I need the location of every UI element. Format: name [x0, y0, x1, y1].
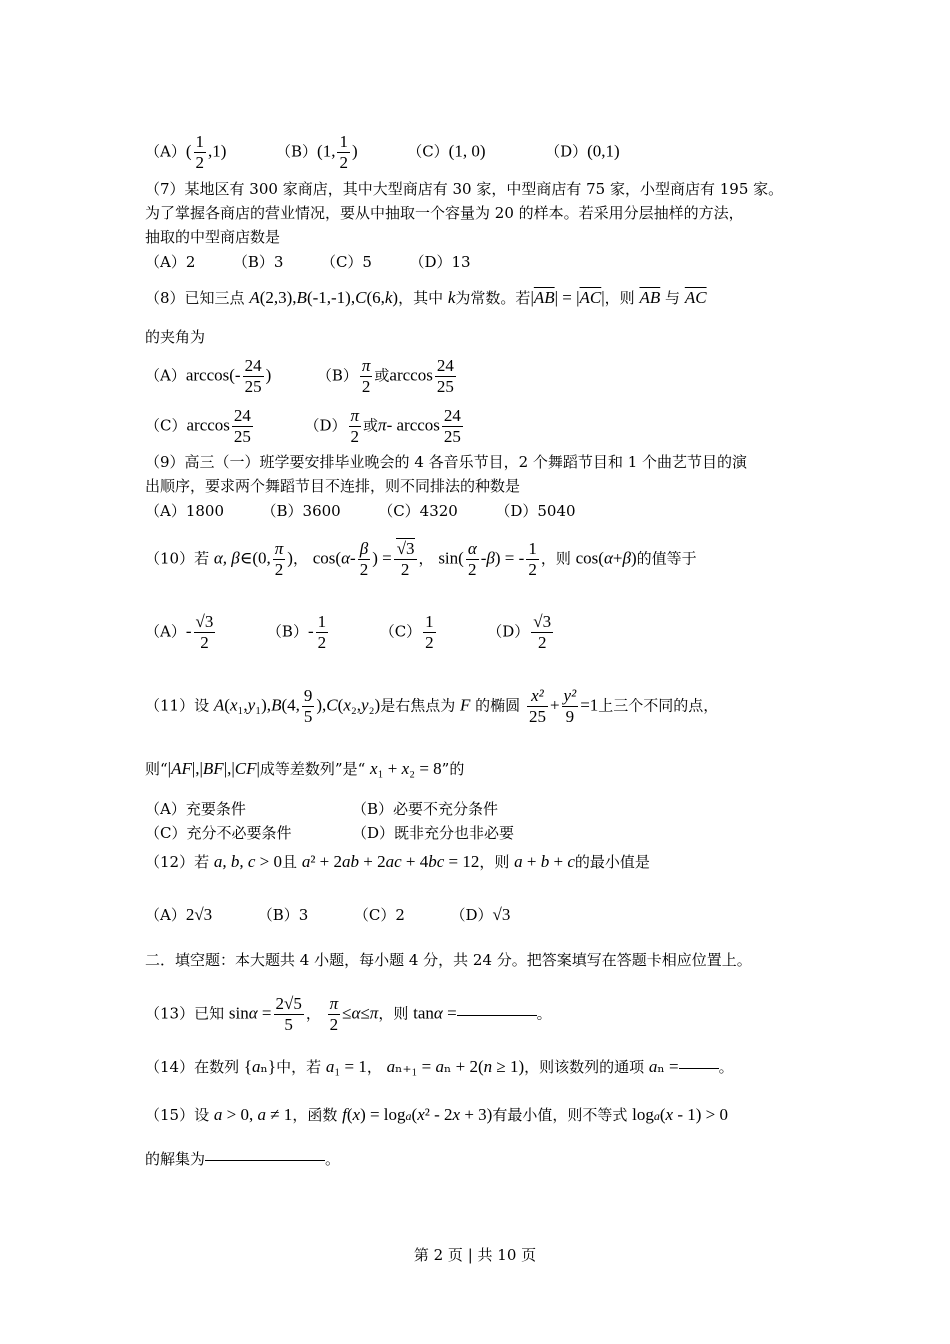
q9-line2: 出顺序，要求两个舞蹈节目不连排，则不同排法的种数是 — [145, 477, 521, 495]
q15-line2: 的解集为 。 — [145, 1150, 341, 1168]
q10-options: （A）- $\frac{√3}{2}$ （B）- $\frac{1}{2}$ （C） $\frac{1}{2}$ （D） $\frac{√3}{2}$ — [145, 612, 552, 652]
page-footer: 第 2 页 | 共 10 页 — [413, 1246, 537, 1264]
q8-line1: （8）已知三点 A(2,3),B(-1,-1),C(6,k)，其中 k为常数。若$|\overline{AB}| = |\overline{AC}|$，则 $\overline{AB}$ 与 $\overline{AC}$ — [145, 288, 707, 307]
q11-options-ab: （A）充要条件 （B）必要不充分条件 — [145, 800, 499, 818]
q8-line2: 的夹角为 — [145, 328, 206, 346]
q10-line1: （10）若 α, β∈(0, $\frac{\pi}{2}$ )， cos(α- $\frac{\beta}{2}$ ) = $\frac{√3}{2}$ ， sin( $\frac{\alpha}{2}$ -β) = - $\frac{1}{2}$ ，则 cos(α+β)的值等于 — [145, 539, 697, 579]
q15-line1: （15）设 a > 0, a ≠ 1，函数 f(x) = loga(x² - 2x + 3)有最小值，则不等式 loga(x - 1) > 0 — [145, 1105, 728, 1124]
q8-options-cd: （C）arccos $\frac{24}{25}$ （D） $\frac{\pi}{2}$ 或π- arccos $\frac{24}{25}$ — [145, 406, 461, 446]
section2-heading: 二．填空题：本大题共 4 小题，每小题 4 分，共 24 分。把答案填写在答题卡相应位置上。 — [145, 951, 752, 969]
q12-line1: （12）若 a, b, c > 0且 a² + 2ab + 2ac + 4bc = 12，则 a + b + c的最小值是 — [145, 852, 650, 871]
q6-label-a: （A） — [145, 142, 186, 161]
q7-line3: 抽取的中型商店数是 — [145, 228, 281, 246]
q9-options: （A）1800 （B）3600 （C）4320 （D）5040 — [145, 502, 576, 520]
q6-label-d: （D） — [545, 142, 588, 161]
q8-options-ab: （A）arccos(- $\frac{24}{25}$ ) （B） $\frac{\pi}{2}$ 或arccos $\frac{24}{25}$ — [145, 356, 454, 396]
q13-line: （13）已知 sinα = $\frac{2√5}{5}$ ， $\frac{\pi}{2}$ ≤α≤π，则 tanα = 。 — [145, 994, 552, 1034]
q12-options: （A）2√3 （B）3 （C）2 （D）√3 — [145, 905, 511, 924]
q7-options: （A）2 （B）3 （C）5 （D）13 — [145, 253, 471, 271]
q7-line1: （7）某地区有 300 家商店，其中大型商店有 30 家，中型商店有 75 家，小型商店有 195 家。 — [145, 180, 784, 198]
q6-label-b: （B） — [276, 142, 318, 161]
q11-options-cd: （C）充分不必要条件 （D）既非充分也非必要 — [145, 824, 515, 842]
q6-label-c: （C） — [407, 142, 449, 161]
q14-line: （14）在数列 {aₙ}中，若 a₁ = 1， aₙ₊₁ = aₙ + 2(n ≥ 1)，则该数列的通项 aₙ = 。 — [145, 1057, 734, 1076]
q11-line1: （11）设 A(x₁,y₁),B(4, $\frac{9}{5}$ ),C(x₂,y₂)是右焦点为 F 的椭圆 $\frac{\text{x²}}{25}$ + $\frac{\text{y²}}{9}$ =1上三个不同的点， — [145, 686, 719, 726]
q9-line1: （9）高三（一）班学要安排毕业晚会的 4 各音乐节目，2 个舞蹈节目和 1 个曲艺节目的演 — [145, 453, 748, 471]
q11-line2: 则“|AF|,|BF|,|CF|成等差数列”是“ x₁ + x₂ = 8”的 — [145, 759, 465, 778]
q6-options: （A）( $\frac{1}{2}$ ,1) （B）(1, $\frac{1}{2}$ ) （C）(1, 0) （D）(0,1) — [145, 132, 620, 172]
q7-line2: 为了掌握各商店的营业情况，要从中抽取一个容量为 20 的样本。若采用分层抽样的方法， — [145, 204, 744, 222]
